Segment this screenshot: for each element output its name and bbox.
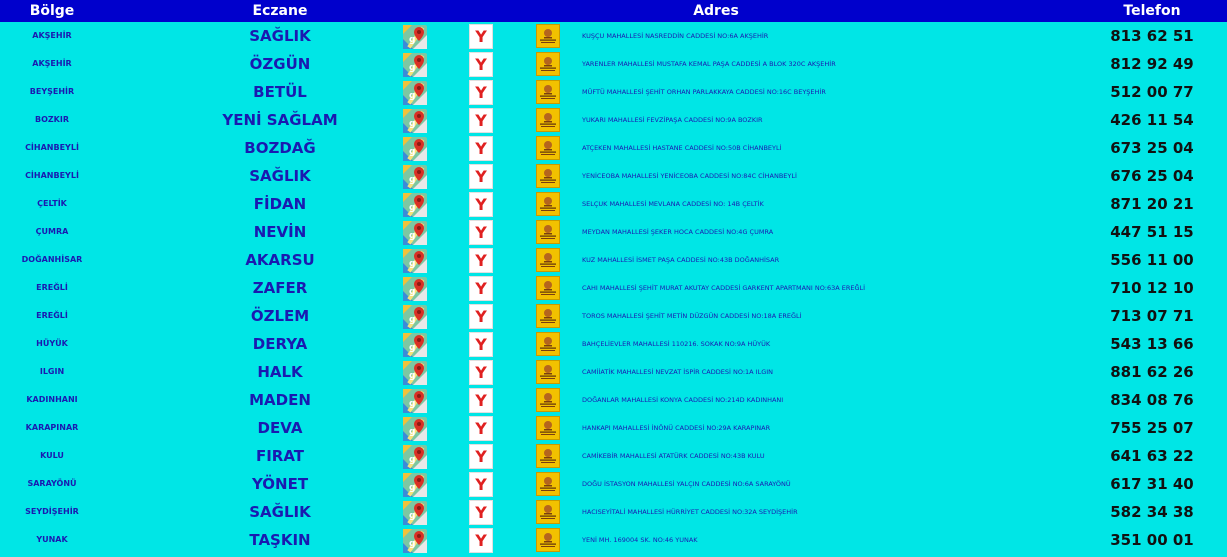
district-cell: EREĞLİ	[36, 283, 68, 292]
yandex-icon-glyph: Y	[475, 503, 487, 522]
address-cell: KUŞÇU MAHALLESİ NASREDDİN CADDESİ NO:6A AKŞEHİR	[582, 32, 769, 40]
google-maps-icon[interactable]	[403, 165, 427, 189]
svg-text:g: g	[409, 175, 416, 185]
district-cell: BEYŞEHİR	[29, 87, 75, 96]
district-cell: HÜYÜK	[36, 339, 68, 348]
column-header-telefon: Telefon	[1123, 3, 1181, 19]
svg-text:g: g	[409, 511, 416, 521]
pharmacy-badge-icon[interactable]	[536, 164, 560, 188]
svg-text:g: g	[409, 287, 416, 297]
google-maps-icon[interactable]	[403, 501, 427, 525]
pharmacy-badge-icon[interactable]	[536, 444, 560, 468]
district-cell: AKŞEHİR	[32, 59, 72, 68]
yandex-icon-glyph: Y	[475, 307, 487, 326]
pharmacy-name-cell: AKARSU	[245, 251, 315, 269]
address-cell: YENİ MH. 169004 SK. NO:46 YUNAK	[582, 536, 698, 544]
google-maps-icon[interactable]	[403, 445, 427, 469]
google-maps-icon[interactable]	[403, 53, 427, 77]
pharmacy-name-cell: FİDAN	[253, 195, 307, 213]
yandex-icon-glyph: Y	[475, 419, 487, 438]
svg-text:g: g	[409, 427, 416, 437]
yandex-icon-glyph: Y	[475, 531, 487, 550]
table-row	[0, 470, 1227, 498]
svg-text:g: g	[409, 259, 416, 269]
pharmacy-name-cell: ÖZLEM	[250, 307, 310, 325]
yandex-icon[interactable]	[469, 388, 493, 413]
table-row	[0, 274, 1227, 302]
table-row	[0, 498, 1227, 526]
yandex-icon-glyph: Y	[475, 475, 487, 494]
column-header-bolge: Bölge	[29, 3, 75, 19]
google-maps-icon[interactable]	[403, 249, 427, 273]
yandex-icon-glyph: Y	[475, 111, 487, 130]
svg-text:g: g	[409, 539, 416, 549]
yandex-icon[interactable]	[469, 416, 493, 441]
yandex-icon-glyph: Y	[475, 363, 487, 382]
pharmacy-badge-icon[interactable]	[536, 500, 560, 524]
yandex-icon[interactable]	[469, 192, 493, 217]
yandex-icon-glyph: Y	[475, 195, 487, 214]
yandex-icon-glyph: Y	[475, 447, 487, 466]
address-cell: MEYDAN MAHALLESİ ŞEKER HOCA CADDESİ NO:4G ÇUMRA	[582, 228, 774, 236]
svg-text:g: g	[409, 371, 416, 381]
svg-text:g: g	[409, 119, 416, 129]
pharmacy-name-cell: DEVA	[257, 419, 303, 437]
table-row	[0, 302, 1227, 330]
district-cell: ILGIN	[39, 367, 65, 376]
yandex-icon-glyph: Y	[475, 27, 487, 46]
district-cell: SARAYÖNÜ	[27, 479, 77, 488]
svg-text:g: g	[409, 35, 416, 45]
phone-cell: 881 62 26	[1110, 363, 1194, 381]
yandex-icon-glyph: Y	[475, 391, 487, 410]
phone-cell: 351 00 01	[1110, 531, 1194, 549]
phone-cell: 512 00 77	[1110, 83, 1194, 101]
table-row	[0, 330, 1227, 358]
phone-cell: 813 62 51	[1110, 27, 1194, 45]
pharmacy-name-cell: FIRAT	[255, 447, 305, 465]
svg-text:g: g	[409, 203, 416, 213]
yandex-icon[interactable]	[469, 220, 493, 245]
phone-cell: 641 63 22	[1110, 447, 1194, 465]
svg-text:g: g	[409, 91, 416, 101]
yandex-icon-glyph: Y	[475, 279, 487, 298]
table-row	[0, 134, 1227, 162]
pharmacy-name-cell: ÖZGÜN	[249, 55, 311, 73]
pharmacy-name-cell: MADEN	[249, 391, 311, 409]
pharmacy-name-cell: HALK	[257, 363, 303, 381]
address-cell: YUKARI MAHALLESİ FEVZİPAŞA CADDESİ NO:9A BOZKIR	[582, 116, 763, 124]
address-cell: HANKAPI MAHALLESİ İNÖNÜ CADDESİ NO:29A KARAPINAR	[582, 424, 771, 432]
district-cell: AKŞEHİR	[32, 31, 72, 40]
district-cell: ÇELTİK	[37, 199, 67, 208]
pharmacy-badge-icon[interactable]	[536, 24, 560, 48]
phone-cell: 871 20 21	[1110, 195, 1194, 213]
address-cell: SELÇUK MAHALLESİ MEVLANA CADDESİ NO: 14B ÇELTİK	[582, 200, 764, 208]
yandex-icon-glyph: Y	[475, 223, 487, 242]
pharmacy-name-cell: SAĞLIK	[249, 27, 311, 45]
pharmacy-badge-icon[interactable]	[536, 248, 560, 272]
pharmacy-badge-icon[interactable]	[536, 192, 560, 216]
pharmacy-name-cell: BETÜL	[253, 83, 307, 101]
yandex-icon-glyph: Y	[475, 335, 487, 354]
table-row	[0, 162, 1227, 190]
pharmacy-badge-icon[interactable]	[536, 360, 560, 384]
table-row	[0, 106, 1227, 134]
pharmacy-badge-icon[interactable]	[536, 332, 560, 356]
address-cell: BAHÇELİEVLER MAHALLESİ 110216. SOKAK NO:9A HÜYÜK	[582, 340, 771, 348]
column-header-eczane: Eczane	[252, 3, 308, 19]
svg-text:g: g	[409, 399, 416, 409]
pharmacy-name-cell: BOZDAĞ	[244, 139, 316, 157]
pharmacy-name-cell: YÖNET	[251, 475, 309, 493]
yandex-icon[interactable]	[469, 136, 493, 161]
yandex-icon[interactable]	[469, 80, 493, 105]
table-row	[0, 414, 1227, 442]
svg-text:g: g	[409, 63, 416, 73]
yandex-icon-glyph: Y	[475, 55, 487, 74]
district-cell: KADINHANI	[26, 395, 78, 404]
pharmacy-name-cell: NEVİN	[253, 223, 307, 241]
svg-text:g: g	[409, 455, 416, 465]
address-cell: MÜFTÜ MAHALLESİ ŞEHİT ORHAN PARLAKKAYA CADDESİ NO:16C BEYŞEHİR	[582, 88, 826, 96]
address-cell: CAHI MAHALLESİ ŞEHİT MURAT AKUTAY CADDESİ GARKENT APARTMANI NO:63A EREĞLİ	[582, 284, 866, 292]
pharmacy-badge-icon[interactable]	[536, 416, 560, 440]
google-maps-icon[interactable]	[403, 109, 427, 133]
pharmacy-badge-icon[interactable]	[536, 304, 560, 328]
table-row	[0, 78, 1227, 106]
address-cell: HACISEYİTALİ MAHALLESİ HÜRRİYET CADDESİ NO:32A SEYDİŞEHİR	[582, 508, 798, 516]
yandex-icon[interactable]	[469, 108, 493, 133]
phone-cell: 755 25 07	[1110, 419, 1194, 437]
phone-cell: 447 51 15	[1110, 223, 1194, 241]
google-maps-icon[interactable]	[403, 81, 427, 105]
yandex-icon[interactable]	[469, 528, 493, 553]
table-row	[0, 386, 1227, 414]
pharmacy-name-cell: YENİ SAĞLAM	[222, 111, 338, 129]
table-header	[0, 0, 1227, 22]
phone-cell: 617 31 40	[1110, 475, 1194, 493]
svg-text:g: g	[409, 147, 416, 157]
yandex-icon[interactable]	[469, 472, 493, 497]
address-cell: KUZ MAHALLESİ İSMET PAŞA CADDESİ NO:43B DOĞANHİSAR	[582, 256, 780, 264]
phone-cell: 834 08 76	[1110, 391, 1194, 409]
district-cell: KARAPINAR	[25, 423, 79, 432]
yandex-icon[interactable]	[469, 304, 493, 329]
district-cell: CİHANBEYLİ	[25, 171, 79, 180]
google-maps-icon[interactable]	[403, 473, 427, 497]
pharmacy-badge-icon[interactable]	[536, 80, 560, 104]
address-cell: DOĞANLAR MAHALLESİ KONYA CADDESİ NO:214D KADINHANI	[582, 396, 784, 404]
yandex-icon[interactable]	[469, 332, 493, 357]
phone-cell: 543 13 66	[1110, 335, 1194, 353]
phone-cell: 426 11 54	[1110, 111, 1194, 129]
table-row	[0, 50, 1227, 78]
phone-cell: 710 12 10	[1110, 279, 1194, 297]
table-row	[0, 442, 1227, 470]
yandex-icon[interactable]	[469, 248, 493, 273]
phone-cell: 556 11 00	[1110, 251, 1194, 269]
google-maps-icon[interactable]	[403, 361, 427, 385]
yandex-icon[interactable]	[469, 24, 493, 49]
address-cell: CAMİKEBİR MAHALLESİ ATATÜRK CADDESİ NO:43B KULU	[582, 452, 765, 460]
district-cell: BOZKIR	[34, 115, 70, 124]
column-header-adres: Adres	[693, 3, 739, 19]
yandex-icon-glyph: Y	[475, 139, 487, 158]
yandex-icon[interactable]	[469, 52, 493, 77]
svg-text:g: g	[409, 315, 416, 325]
district-cell: DOĞANHİSAR	[21, 255, 83, 264]
address-cell: CAMİİATİK MAHALLESİ NEVZAT İSPİR CADDESİ NO:1A ILGIN	[582, 368, 774, 376]
table-row	[0, 526, 1227, 554]
pharmacy-badge-icon[interactable]	[536, 220, 560, 244]
district-cell: SEYDİŞEHİR	[25, 507, 79, 516]
pharmacy-badge-icon[interactable]	[536, 472, 560, 496]
district-cell: KULU	[40, 451, 64, 460]
phone-cell: 812 92 49	[1110, 55, 1194, 73]
pharmacy-badge-icon[interactable]	[536, 52, 560, 76]
district-cell: EREĞLİ	[36, 311, 68, 320]
phone-cell: 582 34 38	[1110, 503, 1194, 521]
google-maps-icon[interactable]	[403, 529, 427, 553]
svg-text:g: g	[409, 343, 416, 353]
pharmacy-name-cell: TAŞKIN	[249, 531, 311, 549]
pharmacy-name-cell: SAĞLIK	[249, 503, 311, 521]
pharmacy-badge-icon[interactable]	[536, 276, 560, 300]
svg-text:g: g	[409, 483, 416, 493]
google-maps-icon[interactable]	[403, 25, 427, 49]
pharmacy-name-cell: DERYA	[252, 335, 308, 353]
table-row	[0, 246, 1227, 274]
pharmacy-badge-icon[interactable]	[536, 108, 560, 132]
yandex-icon-glyph: Y	[475, 251, 487, 270]
pharmacy-badge-icon[interactable]	[536, 136, 560, 160]
address-cell: YENİCEOBA MAHALLESİ YENİCEOBA CADDESİ NO:84C CİHANBEYLİ	[582, 172, 797, 180]
google-maps-icon[interactable]	[403, 333, 427, 357]
district-cell: YUNAK	[36, 535, 68, 544]
svg-text:g: g	[409, 231, 416, 241]
yandex-icon[interactable]	[469, 500, 493, 525]
address-cell: ATÇEKEN MAHALLESİ HASTANE CADDESİ NO:50B CİHANBEYLİ	[582, 144, 782, 152]
google-maps-icon[interactable]	[403, 417, 427, 441]
table-row	[0, 190, 1227, 218]
google-maps-icon[interactable]	[403, 277, 427, 301]
address-cell: TOROS MAHALLESİ ŞEHİT METİN DÜZGÜN CADDESİ NO:18A EREĞLİ	[582, 312, 802, 320]
yandex-icon[interactable]	[469, 276, 493, 301]
pharmacy-table	[0, 22, 1227, 554]
phone-cell: 676 25 04	[1110, 167, 1194, 185]
yandex-icon-glyph: Y	[475, 167, 487, 186]
address-cell: DOĞU İSTASYON MAHALLESİ YALÇIN CADDESİ NO:6A SARAYÖNÜ	[582, 480, 791, 488]
address-cell: YARENLER MAHALLESİ MUSTAFA KEMAL PAŞA CADDESİ A BLOK 320C AKŞEHİR	[582, 60, 836, 68]
pharmacy-badge-icon[interactable]	[536, 388, 560, 412]
yandex-icon[interactable]	[469, 164, 493, 189]
google-maps-icon[interactable]	[403, 389, 427, 413]
district-cell: ÇUMRA	[35, 227, 69, 236]
phone-cell: 713 07 71	[1110, 307, 1194, 325]
pharmacy-badge-icon[interactable]	[536, 528, 560, 552]
yandex-icon[interactable]	[469, 444, 493, 469]
yandex-icon-glyph: Y	[475, 83, 487, 102]
google-maps-icon[interactable]	[403, 221, 427, 245]
phone-cell: 673 25 04	[1110, 139, 1194, 157]
google-maps-icon[interactable]	[403, 137, 427, 161]
google-maps-icon[interactable]	[403, 305, 427, 329]
pharmacy-name-cell: SAĞLIK	[249, 167, 311, 185]
google-maps-icon[interactable]	[403, 193, 427, 217]
table-row	[0, 22, 1227, 50]
table-row	[0, 218, 1227, 246]
district-cell: CİHANBEYLİ	[25, 143, 79, 152]
table-row	[0, 358, 1227, 386]
yandex-icon[interactable]	[469, 360, 493, 385]
pharmacy-name-cell: ZAFER	[252, 279, 308, 297]
